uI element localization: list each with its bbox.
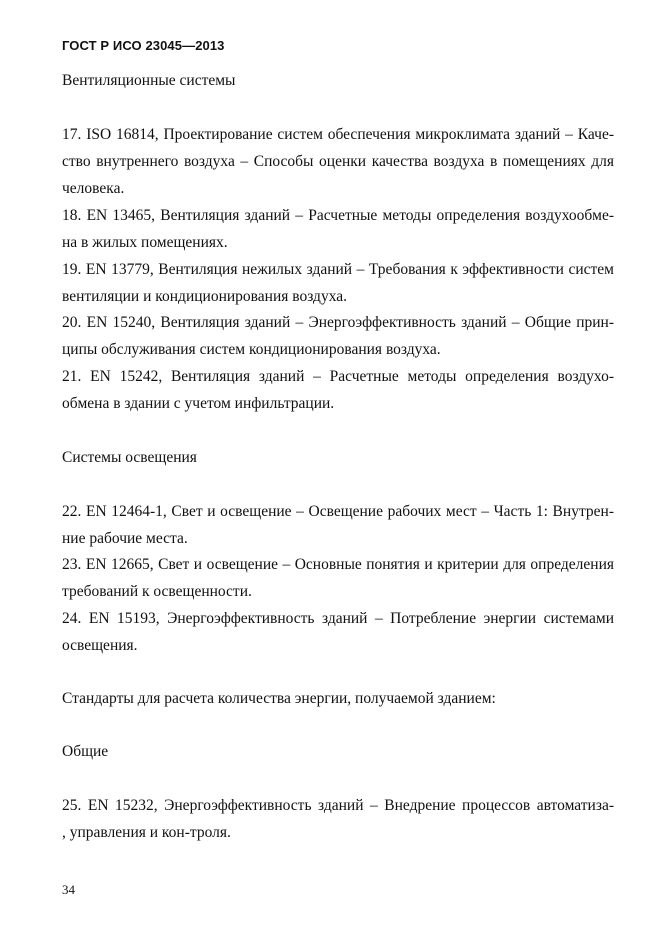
section-heading-ventilation: Вентиляционные системы [62,72,236,89]
list-item-line: 25. EN 15232, Энергоэффективность зданий – Внедрение процессов автоматиза- [62,797,614,814]
list-item-line: 17. ISO 16814, Проектирование систем обеспечения микроклимата зданий – Каче- [62,126,614,143]
list-item-line: на в жилых помещениях. [62,234,228,251]
list-item-24 [62,605,614,659]
list-item-line: освещения. [62,637,138,654]
list-item-line: ципы обслуживания систем кондиционирования воздуха. [62,341,441,358]
list-item-line: вентиляции и кондиционирования воздуха. [62,288,347,305]
list-item-18 [62,202,614,256]
list-item-line: обмена в здании с учетом инфильтрации. [62,395,335,412]
list-item-line: требований к освещенности. [62,583,252,600]
list-item-line: 19. EN 13779, Вентиляция нежилых зданий – Требования к эффективности систем [62,261,614,278]
list-item-17 [62,121,614,202]
list-item-line: 24. EN 15193, Энергоэффективность зданий – Потребление энергии системами [62,610,614,627]
section-heading-lighting: Системы освещения [62,449,197,466]
list-item-line: 18. EN 13465, Вентиляция зданий – Расчетные методы определения воздухообме- [62,207,614,224]
list-item-line: 22. EN 12464-1, Свет и освещение – Освещение рабочих мест – Часть 1: Внутрен- [62,503,614,520]
list-item-21 [62,363,614,417]
list-item-19 [62,256,614,310]
section-heading-energy-standards: Стандарты для расчета количества энергии, получаемой зданием: [62,690,496,707]
list-item-line: , управления и кон-троля. [62,824,231,841]
section-heading-general: Общие [62,743,109,760]
list-item-25 [62,792,614,846]
list-item-23 [62,551,614,605]
list-item-line: 23. EN 12665, Свет и освещение – Основные понятия и критерии для определения [62,556,614,573]
document-header: ГОСТ Р ИСО 23045—2013 [62,38,225,53]
list-item-22 [62,498,614,552]
list-item-line: 21. EN 15242, Вентиляция зданий – Расчетные методы определения воздухо- [62,368,614,385]
list-item-line: человека. [62,180,125,197]
list-item-20 [62,309,614,363]
list-item-line: 20. EN 15240, Вентиляция зданий – Энергоэффективность зданий – Общие прин- [62,314,614,331]
page-number: 34 [62,882,75,897]
list-item-line: ство внутреннего воздуха – Способы оценки качества воздуха в помещениях для [62,153,614,170]
list-item-line: ние рабочие места. [62,530,188,547]
